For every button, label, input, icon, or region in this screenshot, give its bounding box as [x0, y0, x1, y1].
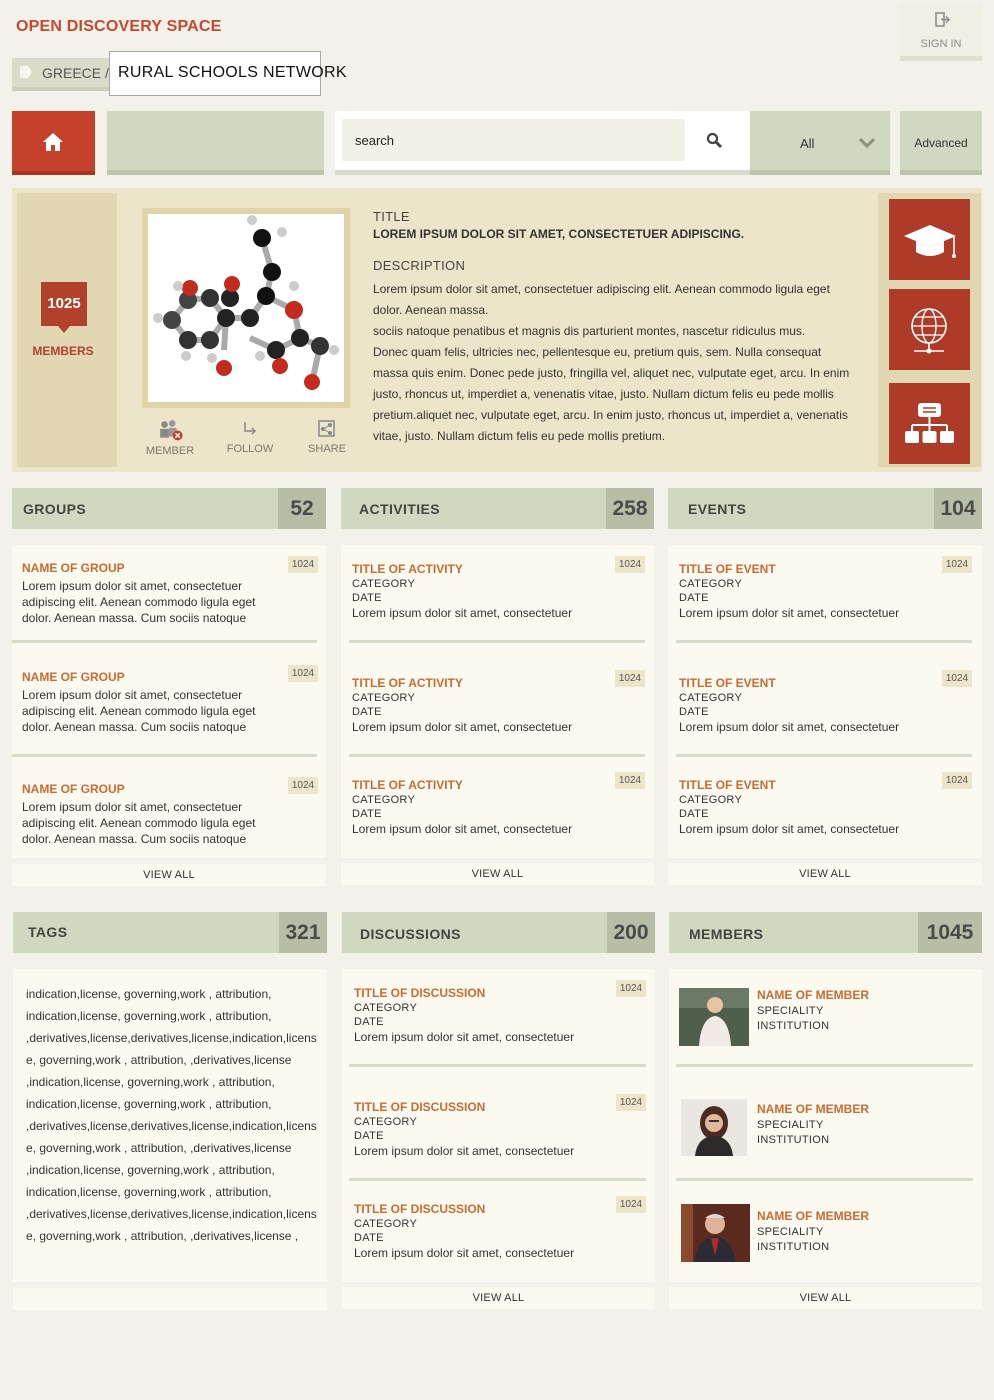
description-line: justo, rhoncus ut, imperdiet a, venenatis vitae, justo. Nullam dictum felis eu pede mollis — [373, 387, 834, 401]
search-scope-select[interactable] — [750, 111, 890, 175]
groups-view-all[interactable]: VIEW ALL — [12, 864, 326, 886]
events-count: 104 — [934, 488, 982, 529]
member-speciality: SPECIALITY — [757, 1226, 824, 1238]
activity-text: Lorem ipsum dolor sit amet, consectetuer — [352, 606, 573, 620]
home-icon — [42, 132, 64, 152]
discussion-text: Lorem ipsum dolor sit amet, consectetuer — [354, 1030, 575, 1044]
tags-header[interactable] — [13, 912, 327, 953]
tags-count: 321 — [279, 912, 327, 953]
groups-list — [12, 545, 326, 858]
events-list — [668, 545, 982, 858]
avatar[interactable] — [679, 988, 749, 1046]
activities-header[interactable] — [341, 488, 654, 529]
list-item[interactable] — [679, 676, 939, 735]
tag-line[interactable]: indication,license, governing,work , attribution, — [26, 987, 272, 1001]
activity-title[interactable]: TITLE OF ACTIVITY — [352, 778, 463, 792]
group-text — [22, 687, 312, 735]
activities-count: 258 — [606, 488, 654, 529]
list-item[interactable] — [22, 670, 312, 735]
nav-spacer — [107, 111, 324, 175]
list-item[interactable] — [22, 561, 312, 626]
event-text: Lorem ipsum dolor sit amet, consectetuer — [679, 822, 900, 836]
org-chart-icon — [900, 394, 959, 453]
list-item[interactable] — [757, 1209, 957, 1253]
list-item[interactable] — [22, 782, 312, 847]
discussion-title[interactable]: TITLE OF DISCUSSION — [354, 1100, 486, 1114]
discussion-text: Lorem ipsum dolor sit amet, consectetuer — [354, 1144, 575, 1158]
member-icon — [155, 418, 185, 442]
breadcrumb-network[interactable]: RURAL SCHOOLS NETWORK — [118, 64, 347, 81]
count-badge: 1024 — [615, 772, 645, 789]
members-title: MEMBERS — [689, 926, 764, 942]
member-action[interactable] — [140, 418, 200, 457]
groups-title: GROUPS — [23, 501, 87, 517]
tag-line[interactable]: ,derivatives,license,derivatives,license,indication,licens — [26, 1207, 317, 1221]
tag-line[interactable]: indication,license, governing,work , attribution, — [26, 1185, 272, 1199]
global-button[interactable] — [889, 289, 970, 370]
share-icon — [317, 418, 337, 440]
sign-in-button[interactable] — [900, 3, 982, 61]
description-line: pretium.aliquet nec, vulputate eget, arcu. In enim justo, rhoncus ut, imperdiet a, venenatis — [373, 408, 848, 422]
member-action-label: MEMBER — [145, 445, 195, 457]
divider — [349, 1178, 646, 1181]
event-title[interactable]: TITLE OF EVENT — [679, 562, 776, 576]
discussion-category: CATEGORY — [354, 1218, 418, 1230]
network-image — [148, 214, 344, 402]
breadcrumb-country[interactable]: GREECE / — [42, 65, 109, 81]
search-icon[interactable] — [706, 132, 723, 149]
tag-line[interactable]: e, governing,work , attribution, ,derivatives,license , — [26, 1229, 299, 1243]
text-line: dolor. Aenean massa. Cum sociis natoque — [22, 832, 247, 846]
discussion-category: CATEGORY — [354, 1002, 418, 1014]
group-name[interactable]: NAME OF GROUP — [22, 782, 125, 796]
graduation-cap-icon — [900, 210, 959, 269]
members-view-all[interactable]: VIEW ALL — [669, 1287, 982, 1309]
description-line: dolor. Aenean massa. — [373, 303, 489, 317]
search-scope-value: All — [800, 136, 815, 151]
description-line: vitae, justo. Nullam dictum felis eu pede mollis pretium. — [373, 429, 666, 443]
hero-description — [373, 279, 855, 447]
activity-date: DATE — [352, 808, 382, 820]
divider — [676, 754, 972, 757]
list-item[interactable] — [354, 986, 614, 1045]
count-badge: 1024 — [942, 556, 972, 573]
activity-title[interactable]: TITLE OF ACTIVITY — [352, 562, 463, 576]
activity-date: DATE — [352, 592, 382, 604]
member-institution: INSTITUTION — [757, 1241, 830, 1253]
description-line: Donec quam felis, ultricies nec, pellentesque eu, pretium quis, sem. Nulla consequat — [373, 345, 822, 359]
divider — [676, 640, 972, 643]
hero-description-label: DESCRIPTION — [373, 258, 466, 273]
activities-title: ACTIVITIES — [359, 501, 441, 517]
events-view-all[interactable]: VIEW ALL — [668, 863, 982, 885]
activity-text: Lorem ipsum dolor sit amet, consectetuer — [352, 720, 573, 734]
activity-category: CATEGORY — [352, 692, 416, 704]
group-name[interactable]: NAME OF GROUP — [22, 670, 125, 684]
discussion-date: DATE — [354, 1130, 384, 1142]
list-item[interactable] — [679, 778, 939, 837]
members-count-badge[interactable]: 1025 — [41, 282, 87, 326]
hero-title: LOREM IPSUM DOLOR SIT AMET, CONSECTETUER ADIPISCING. — [373, 227, 745, 241]
count-badge: 1024 — [616, 1094, 646, 1111]
count-badge: 1024 — [288, 665, 318, 682]
group-name[interactable]: NAME OF GROUP — [22, 561, 125, 575]
description-line: Lorem ipsum dolor sit amet, consectetuer adipiscing elit. Aenean commodo ligula eget — [373, 282, 830, 296]
count-badge: 1024 — [288, 777, 318, 794]
discussion-title[interactable]: TITLE OF DISCUSSION — [354, 1202, 486, 1216]
tag-line[interactable]: e, governing,work , attribution, ,derivatives,license — [26, 1141, 292, 1155]
member-speciality: SPECIALITY — [757, 1005, 824, 1017]
count-badge: 1024 — [615, 670, 645, 687]
discussion-date: DATE — [354, 1016, 384, 1028]
activity-category: CATEGORY — [352, 794, 416, 806]
text-line: Lorem ipsum dolor sit amet, consectetuer — [22, 579, 243, 593]
avatar[interactable] — [681, 1204, 750, 1262]
member-name[interactable]: NAME OF MEMBER — [757, 988, 869, 1002]
follow-action-label: FOLLOW — [226, 443, 274, 455]
brand-title[interactable]: OPEN DISCOVERY SPACE — [16, 18, 222, 35]
list-item[interactable] — [352, 676, 612, 735]
activity-title[interactable]: TITLE OF ACTIVITY — [352, 676, 463, 690]
tag-line[interactable]: ,derivatives,license,derivatives,license,indication,licens — [26, 1031, 317, 1045]
members-count: 1045 — [918, 912, 982, 953]
discussions-count: 200 — [607, 912, 655, 953]
events-title: EVENTS — [688, 501, 747, 517]
text-line: dolor. Aenean massa. Cum sociis natoque — [22, 611, 247, 625]
members-header[interactable] — [669, 912, 982, 953]
description-line: massa quis enim. Donec pede justo, fringilla vel, aliquet nec, vulputate eget, arcu. In enim — [373, 366, 850, 380]
count-badge: 1024 — [615, 556, 645, 573]
member-photo — [681, 1099, 747, 1156]
discussion-category: CATEGORY — [354, 1116, 418, 1128]
count-badge: 1024 — [942, 670, 972, 687]
discussions-header[interactable] — [342, 912, 655, 953]
search-input[interactable] — [342, 119, 685, 161]
member-speciality: SPECIALITY — [757, 1119, 824, 1131]
advanced-search-button[interactable] — [900, 111, 982, 175]
activities-view-all[interactable]: VIEW ALL — [341, 863, 654, 885]
event-category: CATEGORY — [679, 578, 743, 590]
follow-icon — [240, 418, 260, 440]
activity-text: Lorem ipsum dolor sit amet, consectetuer — [352, 822, 573, 836]
tags-title: TAGS — [28, 924, 68, 940]
count-badge: 1024 — [942, 772, 972, 789]
education-button[interactable] — [889, 199, 970, 280]
activity-category: CATEGORY — [352, 578, 416, 590]
group-text — [22, 799, 312, 847]
share-action-label: SHARE — [308, 443, 346, 455]
discussion-title[interactable]: TITLE OF DISCUSSION — [354, 986, 486, 1000]
count-badge: 1024 — [288, 556, 318, 573]
text-line: adipiscing elit. Aenean commodo ligula eget — [22, 816, 256, 830]
structure-button[interactable] — [889, 383, 970, 464]
member-photo — [681, 1204, 750, 1262]
text-line: Lorem ipsum dolor sit amet, consectetuer — [22, 800, 243, 814]
share-action[interactable] — [297, 418, 357, 455]
list-item[interactable] — [757, 1102, 957, 1146]
divider — [676, 1064, 973, 1067]
avatar[interactable] — [681, 1099, 747, 1156]
list-item[interactable] — [354, 1100, 614, 1159]
divider — [349, 1064, 646, 1067]
tag-line[interactable]: ,derivatives,license,derivatives,license,indication,licens — [26, 1119, 317, 1133]
divider — [12, 640, 317, 643]
tag-line[interactable]: e, governing,work , attribution, ,derivatives,license — [26, 1053, 292, 1067]
event-date: DATE — [679, 808, 709, 820]
member-institution: INSTITUTION — [757, 1134, 830, 1146]
member-photo — [679, 988, 749, 1046]
sign-in-icon — [934, 12, 950, 28]
description-line: sociis natoque penatibus et magnis dis parturient montes, nascetur ridiculus mus. — [373, 324, 806, 338]
event-date: DATE — [679, 706, 709, 718]
discussion-text: Lorem ipsum dolor sit amet, consectetuer — [354, 1246, 575, 1260]
text-line: dolor. Aenean massa. Cum sociis natoque — [22, 720, 247, 734]
event-title[interactable]: TITLE OF EVENT — [679, 676, 776, 690]
molecule-image — [148, 214, 344, 402]
member-name[interactable]: NAME OF MEMBER — [757, 1102, 869, 1116]
member-institution: INSTITUTION — [757, 1020, 830, 1032]
activity-date: DATE — [352, 706, 382, 718]
event-text: Lorem ipsum dolor sit amet, consectetuer — [679, 606, 900, 620]
members-list — [669, 969, 982, 1282]
discussions-title: DISCUSSIONS — [360, 926, 461, 942]
text-line: Lorem ipsum dolor sit amet, consectetuer — [22, 688, 243, 702]
events-header[interactable] — [668, 488, 982, 529]
count-badge: 1024 — [616, 1196, 646, 1213]
event-title[interactable]: TITLE OF EVENT — [679, 778, 776, 792]
member-name[interactable]: NAME OF MEMBER — [757, 1209, 869, 1223]
advanced-search-label: Advanced — [914, 136, 968, 150]
divider — [12, 754, 317, 757]
tags-footer — [13, 1288, 327, 1310]
divider — [349, 754, 645, 757]
event-text: Lorem ipsum dolor sit amet, consectetuer — [679, 720, 900, 734]
tag-cloud[interactable] — [26, 983, 321, 1247]
members-badge-pointer — [58, 326, 70, 333]
globe-icon — [900, 300, 959, 359]
list-item[interactable] — [352, 778, 612, 837]
divider — [676, 1178, 973, 1181]
tag-line[interactable]: ,indication,license, governing,work , attribution, — [26, 1163, 275, 1177]
list-item[interactable] — [354, 1202, 614, 1261]
follow-action[interactable] — [220, 418, 280, 455]
home-button[interactable] — [12, 111, 95, 175]
members-label[interactable]: MEMBERS — [32, 344, 94, 358]
group-text — [22, 578, 312, 626]
tag-line[interactable]: indication,license, governing,work , attribution, — [26, 1009, 272, 1023]
discussion-date: DATE — [354, 1232, 384, 1244]
discussions-view-all[interactable]: VIEW ALL — [342, 1287, 655, 1309]
divider — [349, 640, 645, 643]
sign-in-label: SIGN IN — [920, 38, 962, 50]
tag-line[interactable]: ,indication,license, governing,work , attribution, — [26, 1075, 275, 1089]
count-badge: 1024 — [616, 980, 646, 997]
list-item[interactable] — [352, 562, 612, 621]
text-line: adipiscing elit. Aenean commodo ligula eget — [22, 704, 256, 718]
discussions-list — [342, 969, 655, 1282]
groups-count: 52 — [278, 488, 326, 529]
list-item[interactable] — [757, 988, 957, 1032]
activities-list — [341, 545, 654, 858]
list-item[interactable] — [679, 562, 939, 621]
chevron-down-icon — [858, 137, 876, 149]
event-category: CATEGORY — [679, 692, 743, 704]
text-line: adipiscing elit. Aenean commodo ligula eget — [22, 595, 256, 609]
event-date: DATE — [679, 592, 709, 604]
event-category: CATEGORY — [679, 794, 743, 806]
groups-header[interactable] — [12, 488, 326, 529]
tag-line[interactable]: indication,license, governing,work , attribution, — [26, 1097, 272, 1111]
hero-title-label: TITLE — [373, 209, 410, 224]
